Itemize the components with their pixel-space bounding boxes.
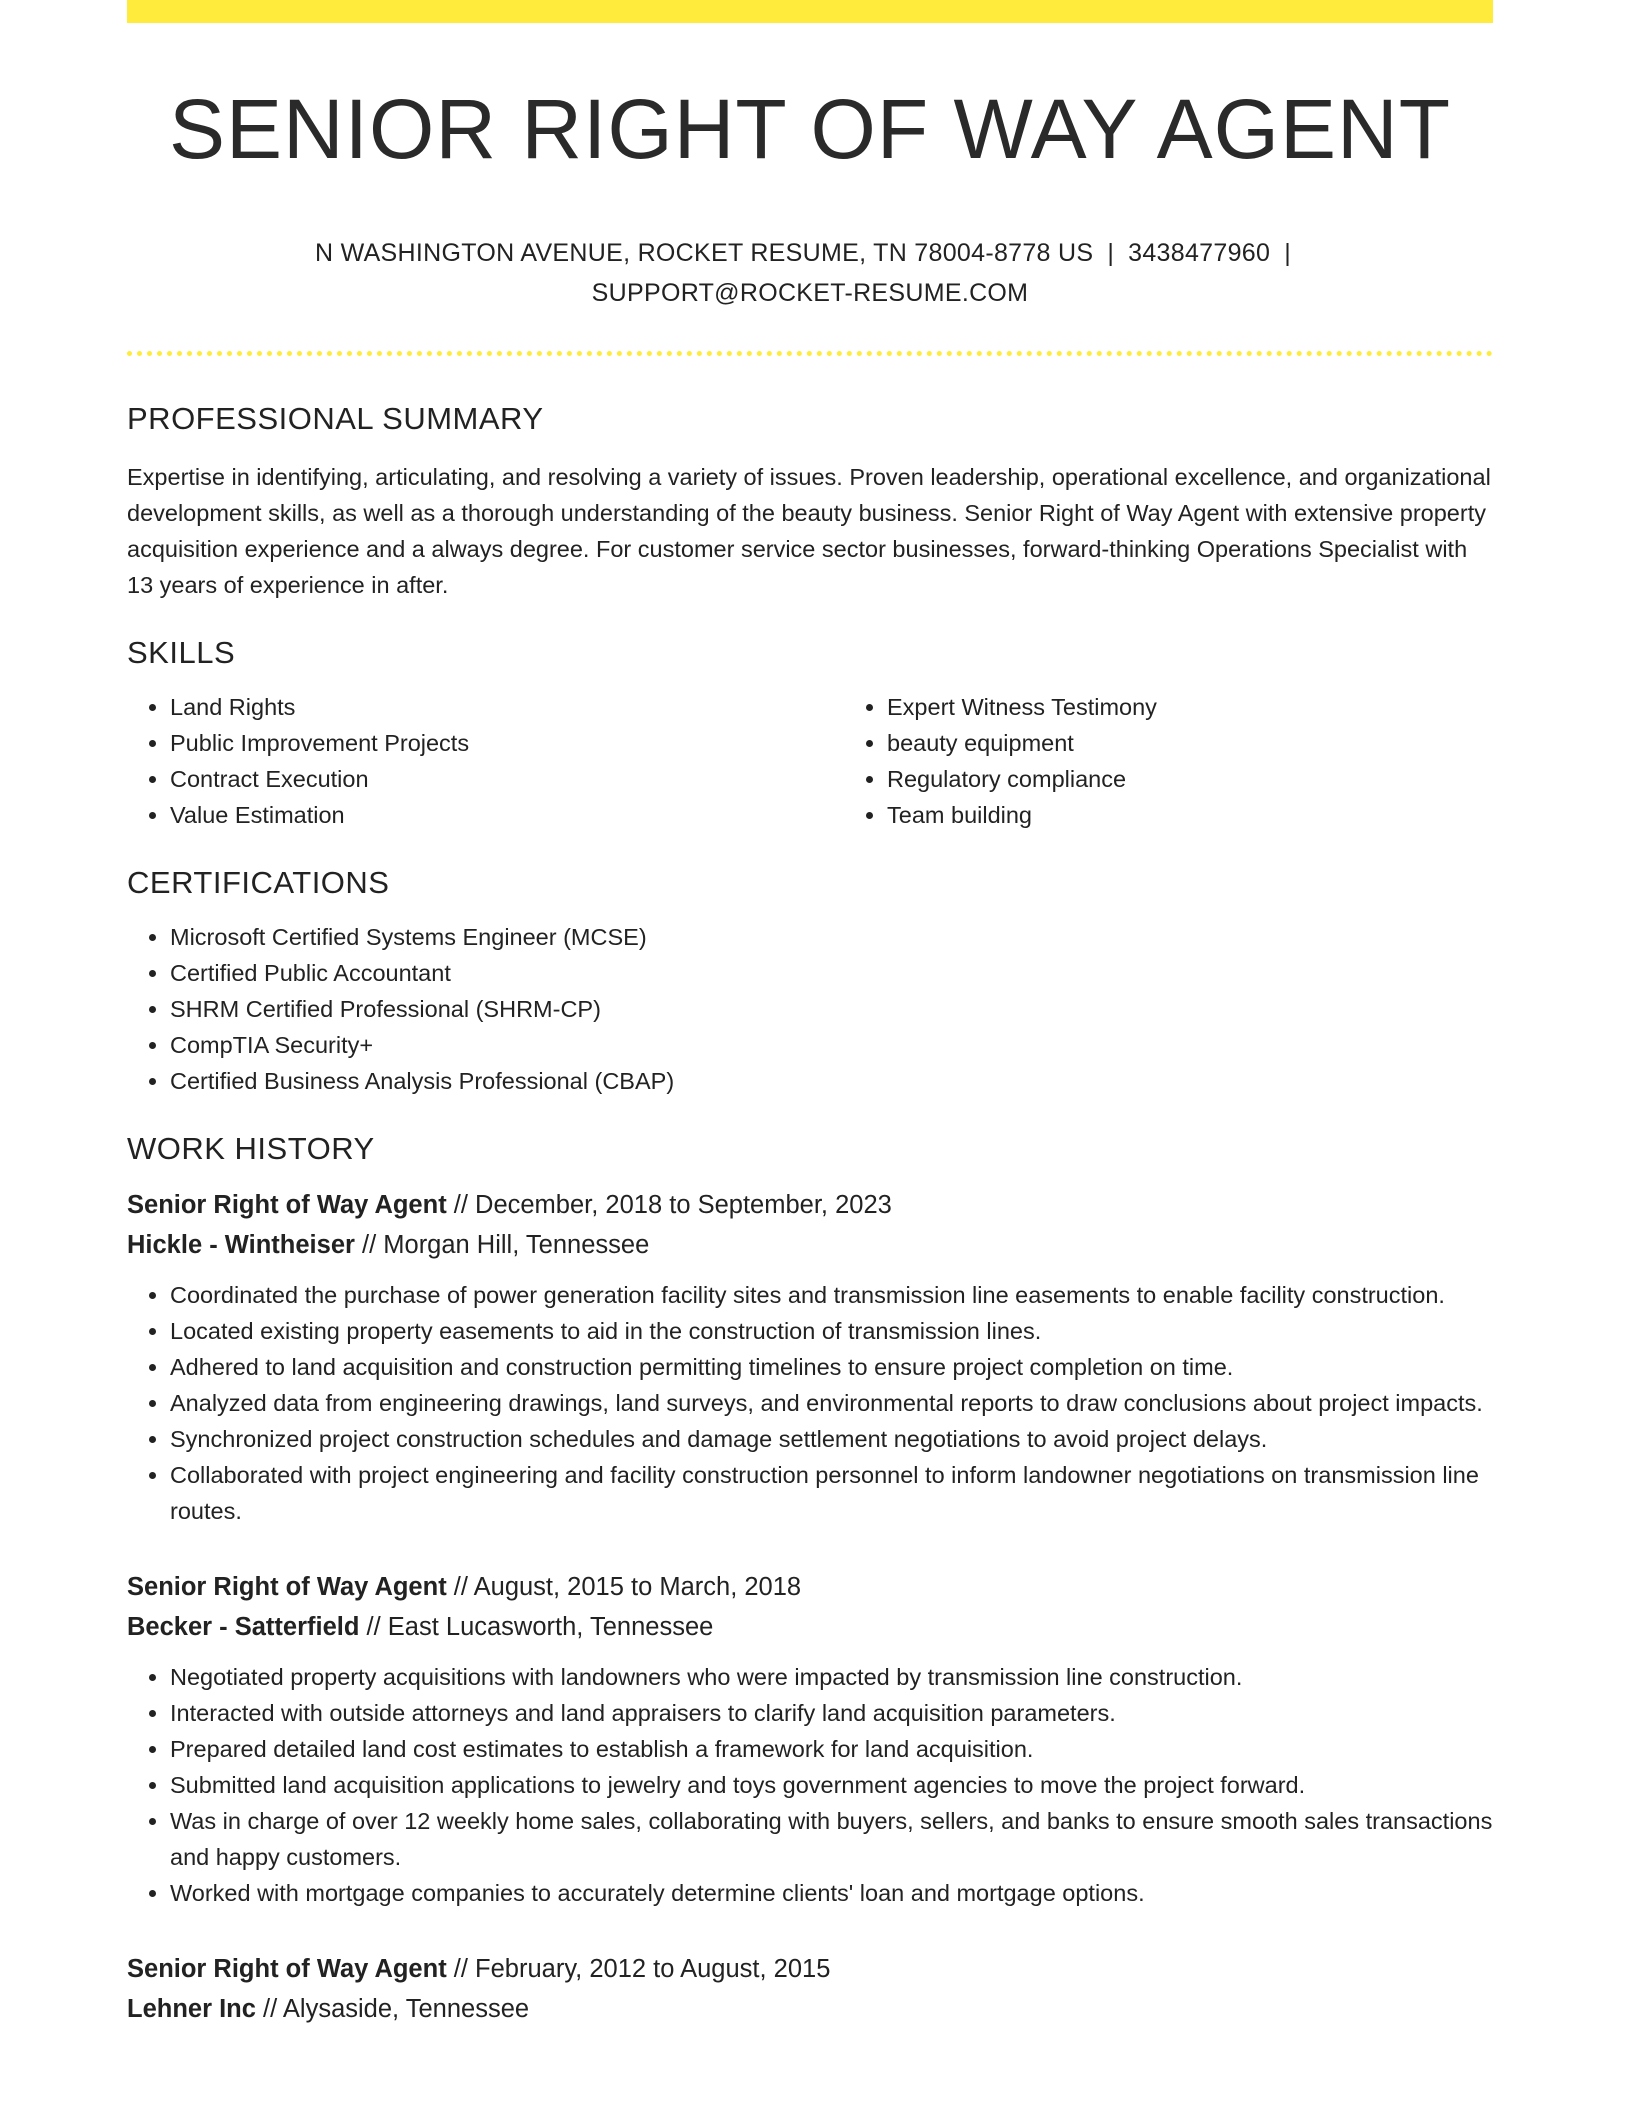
company-name: Hickle - Wintheiser (127, 1231, 355, 1260)
skills-section (127, 635, 1493, 833)
certifications-heading: CERTIFICATIONS (127, 865, 390, 901)
skills-heading: SKILLS (127, 635, 236, 671)
certifications-list (127, 919, 1493, 1099)
job-company-line (127, 1607, 1493, 1647)
job-title: Senior Right of Way Agent (127, 1573, 447, 1602)
company-name: Becker - Satterfield (127, 1613, 360, 1642)
summary-heading: PROFESSIONAL SUMMARY (127, 401, 544, 437)
job-location: Morgan Hill, Tennessee (383, 1231, 650, 1260)
job-bullets (127, 1277, 1493, 1529)
date-separator: // (354, 1231, 384, 1260)
job-dates: February, 2012 to August, 2015 (475, 1955, 831, 1984)
job-bullet: • Synchronized project construction schedules and damage settlement negotiations to avoid project delays. (170, 1421, 1493, 1457)
contact-line-2 (127, 273, 1493, 313)
job-company-line (127, 1989, 1493, 2029)
skills-grid (127, 689, 1493, 833)
email: SUPPORT@ROCKET-RESUME.COM (591, 279, 1029, 308)
job-bullets (127, 1659, 1493, 1911)
accent-top-bar (127, 0, 1493, 23)
skill-item: • Value Estimation (170, 797, 844, 833)
job-title: Senior Right of Way Agent (127, 1191, 447, 1220)
phone: 3438477960 (1128, 239, 1271, 268)
date-separator: // (446, 1573, 474, 1602)
skill-item: • beauty equipment (887, 725, 1561, 761)
certifications-section (127, 865, 1493, 1099)
job-bullet: • Submitted land acquisition applications to jewelry and toys government agencies to move the project forward. (170, 1767, 1493, 1803)
job-bullet: • Worked with mortgage companies to accurately determine clients' loan and mortgage options. (170, 1875, 1493, 1911)
job-bullet: • Located existing property easements to aid in the construction of transmission lines. (170, 1313, 1493, 1349)
job-entry (127, 1949, 1493, 2029)
job-bullet: • Analyzed data from engineering drawings, land surveys, and environmental reports to draw conclusions about project impacts. (170, 1385, 1493, 1421)
certification-item: • SHRM Certified Professional (SHRM-CP) (170, 991, 1493, 1027)
job-bullet: • Coordinated the purchase of power generation facility sites and transmission line easements to enable facility construction. (170, 1277, 1493, 1313)
skill-item: • Team building (887, 797, 1561, 833)
job-entry (127, 1567, 1493, 1911)
job-title-line (127, 1949, 1493, 1989)
skill-item: • Regulatory compliance (887, 761, 1561, 797)
date-separator: // (359, 1613, 388, 1642)
address: N WASHINGTON AVENUE, ROCKET RESUME, TN 78004-8778 US (315, 239, 1094, 268)
skills-list-left (127, 689, 844, 833)
summary-text: Expertise in identifying, articulating, and resolving a variety of issues. Proven leadership, operational excellence, and organizational development skills, as well as a thorough understanding of the beauty business. Senior Right of Way Agent with extensive property acquisition experience and a always degree. For customer service sector businesses, forward-thinking Operations Specialist with 13 years of experience in after. (127, 464, 1491, 599)
skill-item: • Expert Witness Testimony (887, 689, 1561, 725)
job-bullet: • Collaborated with project engineering and facility construction personnel to inform landowner negotiations on transmission line routes. (170, 1457, 1493, 1529)
contact-separator: | (1284, 239, 1291, 268)
skill-item: • Contract Execution (170, 761, 844, 797)
job-bullet: • Prepared detailed land cost estimates to establish a framework for land acquisition. (170, 1731, 1493, 1767)
job-location: East Lucasworth, Tennessee (387, 1613, 714, 1642)
resume-page (127, 0, 1493, 2029)
certification-item: • Certified Public Accountant (170, 955, 1493, 991)
date-separator: // (446, 1191, 476, 1220)
company-name: Lehner Inc (127, 1995, 256, 2024)
job-dates: August, 2015 to March, 2018 (473, 1573, 802, 1602)
certification-item: • Microsoft Certified Systems Engineer (MCSE) (170, 919, 1493, 955)
dotted-divider (127, 351, 1493, 356)
job-entry (127, 1185, 1493, 1529)
job-company-line (127, 1225, 1493, 1265)
job-title: Senior Right of Way Agent (127, 1955, 447, 1984)
contact-separator: | (1107, 239, 1115, 268)
date-separator: // (446, 1955, 476, 1984)
work-history-section (127, 1131, 1493, 2029)
job-bullet: • Negotiated property acquisitions with landowners who were impacted by transmission line construction. (170, 1659, 1493, 1695)
page-title: SENIOR RIGHT OF WAY AGENT (168, 82, 1452, 176)
skill-item: • Public Improvement Projects (170, 725, 844, 761)
skills-list-right (844, 689, 1561, 833)
job-bullet: • Interacted with outside attorneys and land appraisers to clarify land acquisition parameters. (170, 1695, 1493, 1731)
job-bullet: • Adhered to land acquisition and construction permitting timelines to ensure project completion on time. (170, 1349, 1493, 1385)
certification-item: • CompTIA Security+ (170, 1027, 1493, 1063)
summary-section (127, 401, 1493, 603)
date-separator: // (255, 1995, 283, 2024)
job-bullet: • Was in charge of over 12 weekly home sales, collaborating with buyers, sellers, and banks to ensure smooth sales transactions and happy customers. (170, 1803, 1493, 1875)
job-dates: December, 2018 to September, 2023 (475, 1191, 892, 1220)
work-history-heading: WORK HISTORY (127, 1131, 375, 1167)
job-location: Alysaside, Tennessee (282, 1995, 530, 2024)
contact-info (127, 233, 1493, 313)
job-title-line (127, 1567, 1493, 1607)
skill-item: • Land Rights (170, 689, 844, 725)
certification-item: • Certified Business Analysis Professional (CBAP) (170, 1063, 1493, 1099)
job-title-line (127, 1185, 1493, 1225)
contact-line-1 (127, 233, 1493, 273)
